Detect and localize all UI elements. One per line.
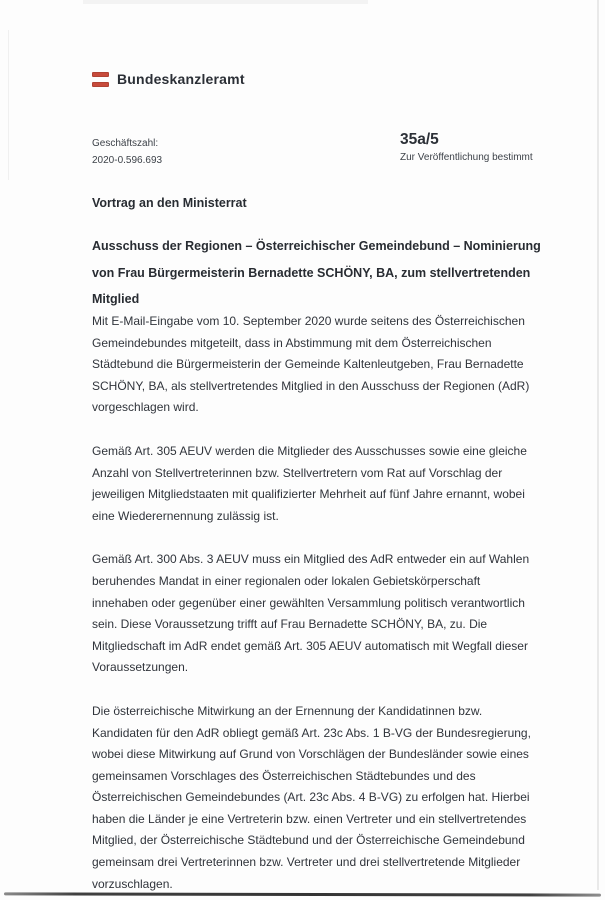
paragraph-1: Mit E-Mail-Eingabe vom 10. September 2020 wurde seitens des Österreichischen Gemeindebundes mitgeteilt, dass in Abstimmung mit dem Österreichischen Städtebund die Bürgermeisterin der Gemeinde Kaltenleutgeben, Frau Bernadette SCHÖNY, BA, als stellvertretendes Mitglied in den Ausschuss der Regionen (AdR) vorgeschlagen wird. (92, 314, 530, 415)
scan-edge-left (8, 30, 9, 180)
agency-name: Bundeskanzleramt (117, 71, 245, 87)
classification-block (400, 130, 533, 163)
agenda-number: 35a/5 (400, 131, 439, 148)
reference-number: 2020-0.596.693 (92, 155, 163, 166)
document-title: Ausschuss der Regionen – Österreichischer Gemeindebund – Nominierung von Frau Bürgermeisterin Bernadette SCHÖNY, BA, zum stellvertretenden Mitglied (92, 239, 541, 306)
reference-label: Geschäftszahl: (92, 138, 159, 149)
austrian-flag-icon (92, 72, 109, 87)
paragraph-4: Die österreichische Mitwirkung an der Ernennung der Kandidatinnen bzw. Kandidaten für den AdR obliegt gemäß Art. 23c Abs. 1 B-VG der Bundesregierung, wobei diese Mitwirkung auf Grund von Vorschlägen der Bundesländer sowie eines gemeinsamen Vorschlages des Österreichischen Städtebundes und des Österreichischen Gemeindebundes (Art. 23c Abs. 4 B-VG) zu erfolgen hat. Hierbei haben die Länder je eine Vertreterin bzw. einen Vertreter und ein stellvertretendes Mitglied, der Österreichische Städtebund und der Österreichische Gemeindebund gemeinsam drei Vertreterinnen bzw. Vertreter und drei stellvertretende Mitglieder vorzuschlagen. (92, 703, 531, 891)
publication-note: Zur Veröffentlichung bestimmt (400, 152, 533, 163)
scan-edge-right (597, 0, 599, 890)
reference-block (92, 135, 162, 169)
paragraph-2: Gemäß Art. 305 AEUV werden die Mitglieder des Ausschusses sowie eine gleiche Anzahl von Stellvertreterinnen bzw. Stellvertretern vom Rat auf Vorschlag der jeweiligen Mitgliedstaaten mit qualifizierter Mehrheit auf fünf Jahre ernannt, wobei eine Wiederernennung zulässig ist. (92, 443, 527, 523)
flag-bar-bottom (92, 82, 109, 87)
subject-line: Vortrag an den Ministerrat (92, 196, 247, 210)
scan-edge-top (83, 0, 368, 4)
agency-logo (92, 71, 245, 87)
flag-bar-top (92, 72, 109, 77)
document-body (92, 311, 532, 900)
paragraph-3: Gemäß Art. 300 Abs. 3 AEUV muss ein Mitglied des AdR entweder ein auf Wahlen beruhendes Mandat in einer regionalen oder lokalen Gebietskörperschaft innehaben oder gegenüber einer gewählten Versammlung politisch verantwortlich sein. Diese Voraussetzung trifft auf Frau Bernadette SCHÖNY, BA, zu. Die Mitgliedschaft im AdR endet gemäß Art. 305 AEUV automatisch mit Wegfall dieser Voraussetzungen. (92, 552, 530, 675)
